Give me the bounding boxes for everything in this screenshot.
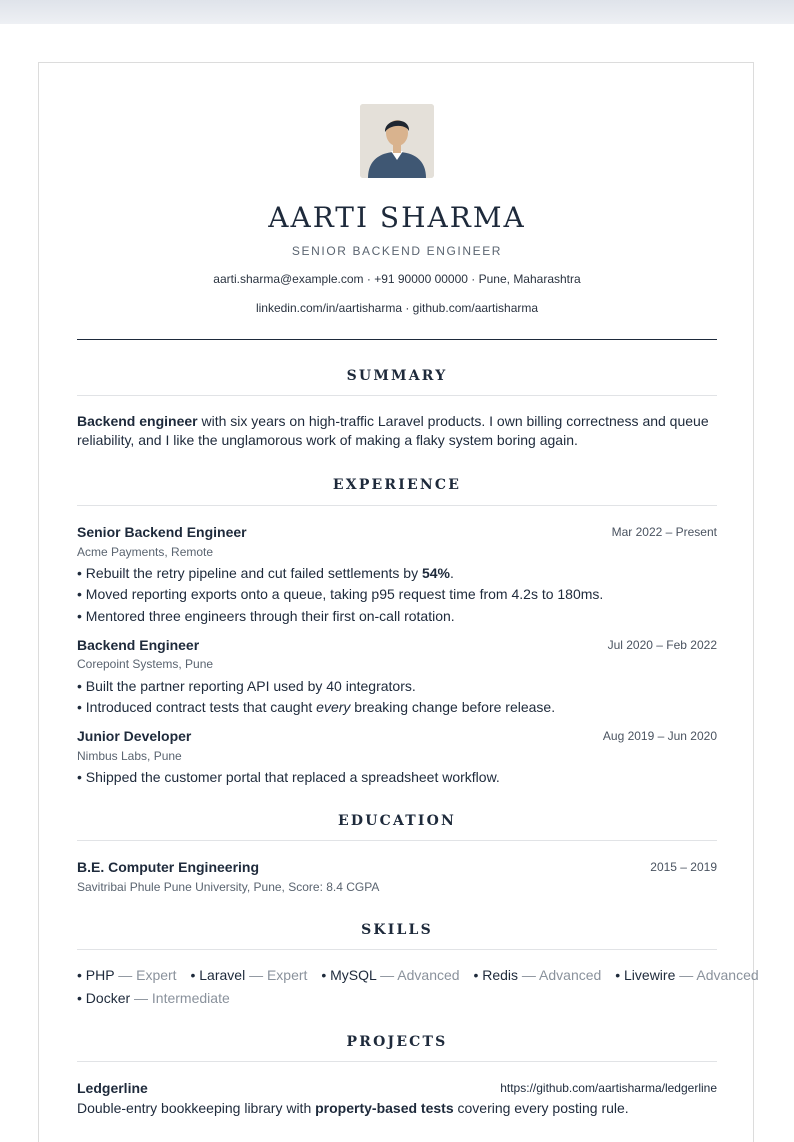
contact-line-primary: aarti.sharma@example.com · +91 90000 00000 · Pune, Maharashtra [213, 272, 581, 286]
skill-name: • Redis [473, 967, 519, 983]
job-header [77, 726, 717, 746]
job-bullet: • Built the partner reporting API used by 40 integrators. [77, 678, 416, 694]
job-company: Corepoint Systems, Pune [77, 657, 214, 671]
section-divider [77, 395, 717, 396]
bullet-text: • Introduced contract tests that caught [77, 699, 317, 715]
job-dates: Mar 2022 – Present [611, 525, 717, 539]
job-role: Senior Backend Engineer [77, 524, 247, 540]
candidate-name: AARTI SHARMA [268, 201, 526, 234]
skills-row [77, 966, 769, 984]
job-dates: Jul 2020 – Feb 2022 [607, 638, 717, 652]
profile-photo [360, 104, 434, 178]
job-role: Junior Developer [77, 728, 192, 744]
education-header [77, 857, 717, 877]
school: Savitribai Phule Pune University, Pune, Score: 8.4 CGPA [77, 880, 380, 894]
skill-name: • Laravel [190, 967, 246, 983]
skill-name: • Docker [77, 990, 131, 1006]
job-bullet [77, 698, 555, 716]
skill-level: — Expert [245, 967, 308, 983]
header-divider [77, 339, 717, 340]
project-desc-text: covering every posting rule. [453, 1100, 629, 1116]
resume-page [38, 62, 759, 1142]
skill-level: — Advanced [675, 967, 759, 983]
section-title-skills: SKILLS [361, 922, 433, 938]
education-dates: 2015 – 2019 [650, 860, 717, 874]
bullet-text: . [450, 565, 454, 581]
skill-item [321, 967, 459, 983]
skill-level: — Advanced [376, 967, 460, 983]
summary-line-1: with six years on high-traffic Laravel products. I own billing correctness and queue [197, 413, 709, 429]
summary-line-2: reliability, and I like the unglamorous work of making a flaky system boring again. [77, 432, 578, 448]
job-bullet: • Shipped the customer portal that replaced a spreadsheet workflow. [77, 769, 500, 785]
bullet-highlight: 54% [421, 565, 451, 581]
project-desc-text: Double-entry bookkeeping library with [77, 1100, 316, 1116]
bullet-text: breaking change before release. [350, 699, 556, 715]
job-company: Nimbus Labs, Pune [77, 749, 182, 763]
project-desc-highlight: property-based tests [315, 1100, 454, 1116]
section-divider [77, 949, 717, 950]
skill-name: • PHP [77, 967, 115, 983]
job-header [77, 522, 717, 542]
skill-name: • Livewire [615, 967, 676, 983]
skill-item [77, 967, 177, 983]
contact-line-links: linkedin.com/in/aartisharma · github.com/aartisharma [255, 301, 539, 315]
skill-item [190, 967, 307, 983]
job-headline: SENIOR BACKEND ENGINEER [291, 244, 503, 258]
project-url-link[interactable]: https://github.com/aartisharma/ledgerline [500, 1081, 717, 1095]
bullet-text: • Rebuilt the retry pipeline and cut failed settlements by [77, 565, 422, 581]
job-bullet: • Mentored three engineers through their first on-call rotation. [77, 608, 455, 624]
section-divider [77, 505, 717, 506]
job-company: Acme Payments, Remote [77, 545, 214, 559]
section-title-projects: PROJECTS [346, 1034, 448, 1050]
job-dates: Aug 2019 – Jun 2020 [602, 729, 717, 743]
section-title-summary: SUMMARY [346, 368, 448, 384]
job-bullet [77, 564, 454, 582]
section-divider [77, 840, 717, 841]
skills-row [77, 989, 240, 1007]
skill-item [615, 967, 758, 983]
project-description [77, 1099, 629, 1117]
top-bar [0, 0, 794, 24]
section-divider [77, 1061, 717, 1062]
summary-text [77, 412, 717, 450]
summary-lead: Backend engineer [77, 413, 198, 429]
skill-level: — Expert [114, 967, 177, 983]
skill-level: — Intermediate [130, 990, 230, 1006]
skill-name: • MySQL [321, 967, 377, 983]
job-bullet: • Moved reporting exports onto a queue, taking p95 request time from 4.2s to 180ms. [77, 586, 604, 602]
bullet-emphasis: every [316, 699, 351, 715]
skill-level: — Advanced [518, 967, 602, 983]
degree: B.E. Computer Engineering [77, 859, 260, 875]
job-role: Backend Engineer [77, 637, 200, 653]
project-header [77, 1078, 717, 1098]
section-title-education: EDUCATION [337, 813, 457, 829]
section-title-experience: EXPERIENCE [332, 477, 462, 493]
skill-item [77, 990, 230, 1006]
skill-item [473, 967, 601, 983]
project-name: Ledgerline [77, 1080, 148, 1096]
person-avatar-icon [360, 104, 434, 178]
job-header [77, 635, 717, 655]
